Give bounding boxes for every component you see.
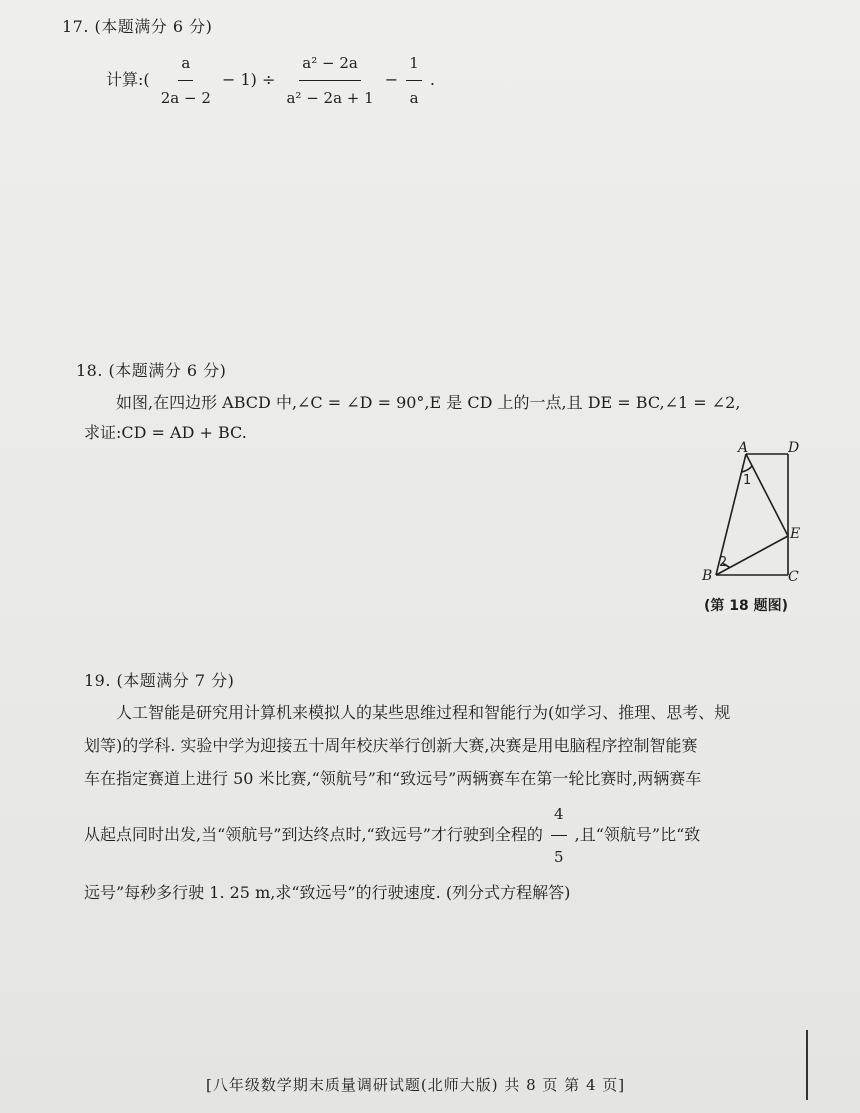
q17-frac3-denominator: a — [409, 89, 419, 107]
q19-line-5: 远号”每秒多行驶 1. 25 m,求“致远号”的行驶速度. (列分式方程解答) — [84, 883, 571, 902]
q19-line-3: 车在指定赛道上进行 50 米比赛,“领航号”和“致远号”两辆赛车在第一轮比赛时,两辆赛车 — [84, 769, 702, 788]
q17-end: . — [429, 70, 435, 89]
q19-fraction — [551, 795, 567, 876]
q17-frac1-denominator: 2a − 2 — [160, 89, 211, 107]
q18-header: 18. (本题满分 6 分) — [76, 361, 227, 380]
q19-line-4-part-b: ,且“领航号”比“致 — [574, 825, 701, 844]
q19-line-1: 人工智能是研究用计算机来模拟人的某些思维过程和智能行为(如学习、推理、思考、规 — [116, 703, 731, 722]
label-e: E — [790, 526, 801, 542]
q19-header: 19. (本题满分 7 分) — [84, 671, 235, 690]
q17-fraction-1 — [158, 48, 214, 113]
q18-line-2: 求证:CD = AD + BC. — [84, 423, 247, 442]
q17-fraction-3 — [406, 48, 422, 113]
q19-line-2: 划等)的学科. 实验中学为迎接五十周年校庆举行创新大赛,决赛是用电脑程序控制智能赛 — [84, 736, 698, 755]
label-c: C — [788, 569, 799, 585]
q17-minus-one: − 1) ÷ — [221, 70, 276, 89]
q19-line-4-part-a: 从起点同时出发,当“领航号”到达终点时,“致远号”才行驶到全程的 — [84, 825, 543, 844]
q17-frac2-denominator: a² − 2a + 1 — [286, 89, 374, 107]
q17-fraction-2 — [283, 48, 376, 113]
q18-text — [84, 388, 824, 448]
label-b: B — [702, 568, 713, 584]
q19-text — [84, 696, 824, 909]
q19-frac-numerator: 4 — [551, 795, 567, 836]
q17-prefix: 计算:( — [106, 70, 150, 89]
q17-header: 17. (本题满分 6 分) — [62, 17, 213, 36]
q17-expression — [106, 48, 435, 113]
q19-frac-denominator: 5 — [554, 848, 564, 866]
q17-frac3-numerator: 1 — [406, 48, 422, 81]
q17-frac1-numerator: a — [178, 48, 193, 81]
page-footer: [八年级数学期末质量调研试题(北师大版) 共 8 页 第 4 页] — [206, 1076, 626, 1094]
q18-figure — [696, 440, 806, 590]
label-angle-1: 1 — [743, 473, 752, 488]
q18-line-1: 如图,在四边形 ABCD 中,∠C = ∠D = 90°,E 是 CD 上的一点,且 DE = BC,∠1 = ∠2, — [116, 393, 741, 412]
label-a: A — [738, 440, 749, 456]
label-angle-2: 2 — [719, 555, 728, 570]
label-d: D — [788, 440, 800, 456]
margin-line — [806, 1030, 808, 1100]
q19-line-4 — [84, 795, 824, 876]
q18-figure-caption: (第 18 题图) — [704, 598, 789, 614]
q17-frac2-numerator: a² − 2a — [299, 48, 361, 81]
q17-minus: − — [384, 70, 399, 89]
